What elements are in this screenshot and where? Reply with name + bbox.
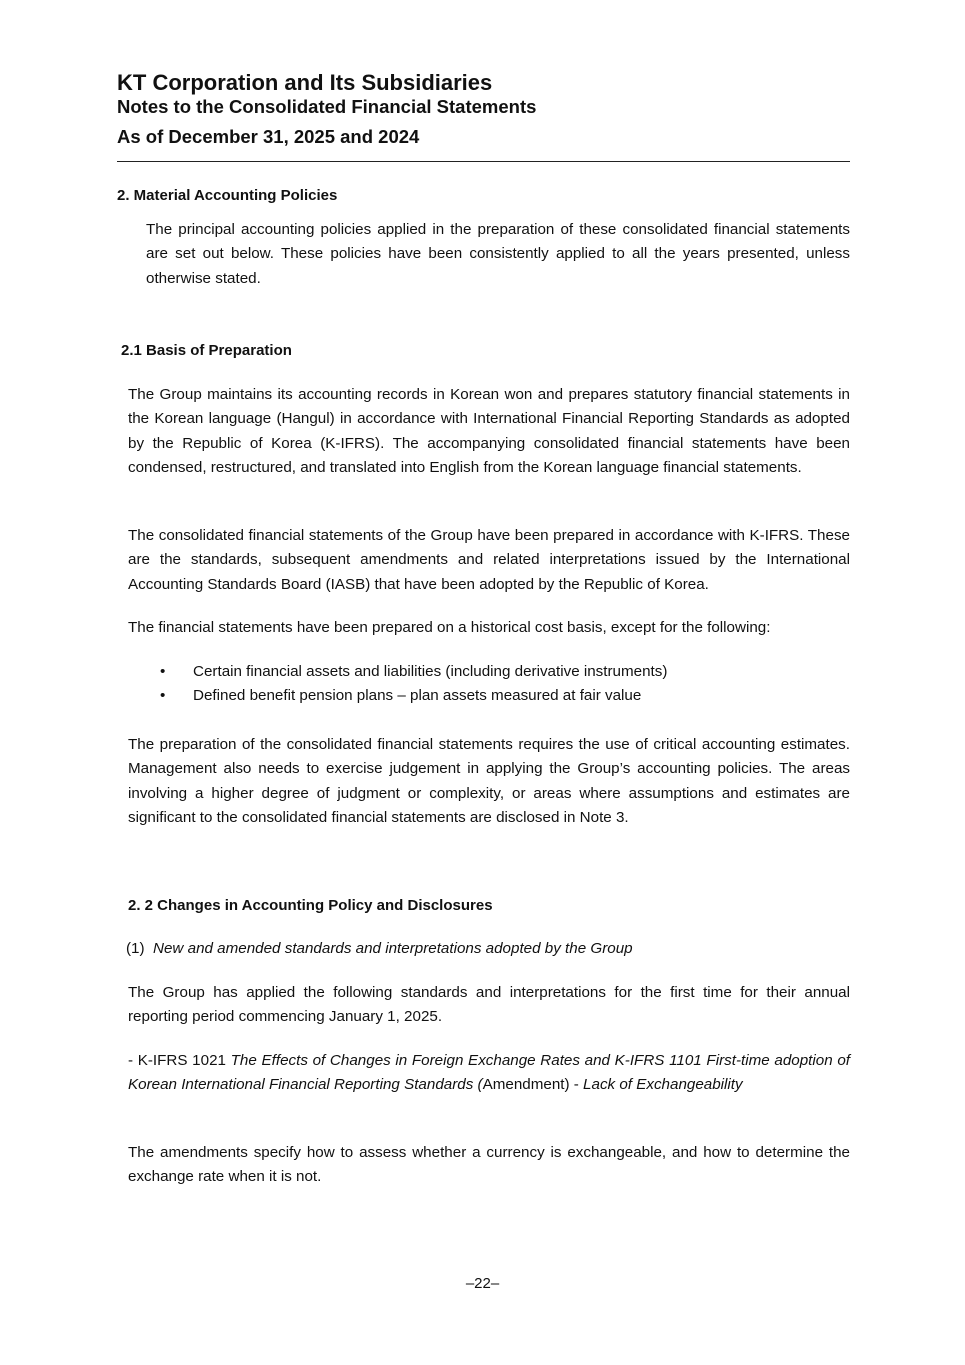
- list-item: [160, 684, 641, 708]
- subsection-number: (1): [126, 940, 145, 957]
- list-item-text: Defined benefit pension plans – plan assets measured at fair value: [193, 687, 642, 704]
- changes-paragraph-2: The amendments specify how to assess whether a currency is exchangeable, and how to determine the exchange rate when it is not.: [128, 1144, 850, 1186]
- section-2-heading: 2. Material Accounting Policies: [117, 187, 338, 204]
- company-name: KT Corporation and Its Subsidiaries: [117, 70, 493, 95]
- list-item: [160, 660, 667, 684]
- statement-date: As of December 31, 2025 and 2024: [117, 126, 420, 147]
- subsection-title-text: New and amended standards and interpretations adopted by the Group: [153, 940, 633, 957]
- basis-paragraph-4: The preparation of the consolidated financial statements requires the use of critical accounting estimates. Management also needs to exercise judgement in applying the Group’s accounting policies. The areas involving a higher degree of judgment or complexity, or areas where assumptions and estimates are significant to the consolidated financial statements are disclosed in Note 3.: [128, 736, 850, 827]
- basis-paragraph-2: The consolidated financial statements of the Group have been prepared in accordance with K-IFRS. These are the standards, subsequent amendments and related interpretations issued by the International Accounting Standards Board (IASB) that have been adopted by the Republic of Korea.: [128, 527, 850, 593]
- bullet-icon: •: [160, 663, 166, 680]
- page-number: –22–: [465, 1275, 500, 1292]
- amendment-standard-title: The Effects of Changes in Foreign Exchange Rates and K-IFRS 1101 First-time adoption of Korean International Financial Reporting Standards (: [128, 1052, 850, 1094]
- changes-paragraph-1: The Group has applied the following standards and interpretations for the first time for their annual reporting period commencing January 1, 2025.: [128, 984, 850, 1026]
- list-item-text: Certain financial assets and liabilities (including derivative instruments): [193, 663, 668, 680]
- amendment-prefix: - K-IFRS 1021: [128, 1052, 231, 1069]
- section-2-1-heading: 2.1 Basis of Preparation: [121, 342, 292, 359]
- bullet-icon: •: [160, 687, 166, 704]
- section-2-intro: The principal accounting policies applied in the preparation of these consolidated financial statements are set out below. These policies have been consistently applied to all the years presented, unless otherwise stated.: [146, 221, 850, 287]
- basis-paragraph-1: The Group maintains its accounting records in Korean won and prepares statutory financial statements in the Korean language (Hangul) in accordance with International Financial Reporting Standards as adopted by the Republic of Korea (K-IFRS). The accompanying consolidated financial statements have been condensed, restructured, and translated into English from the Korean language financial statements.: [128, 386, 850, 477]
- amendment-topic: Lack of Exchangeability: [583, 1076, 743, 1094]
- basis-paragraph-3: The financial statements have been prepared on a historical cost basis, except for the following:: [128, 619, 771, 636]
- amendment-label: Amendment) -: [482, 1076, 584, 1094]
- subsection-1-title: [126, 937, 633, 961]
- document-subtitle: Notes to the Consolidated Financial Statements: [117, 96, 537, 117]
- amendment-item: [128, 1049, 850, 1098]
- header-divider: [117, 161, 850, 162]
- section-2-2-heading: 2. 2 Changes in Accounting Policy and Disclosures: [128, 897, 493, 914]
